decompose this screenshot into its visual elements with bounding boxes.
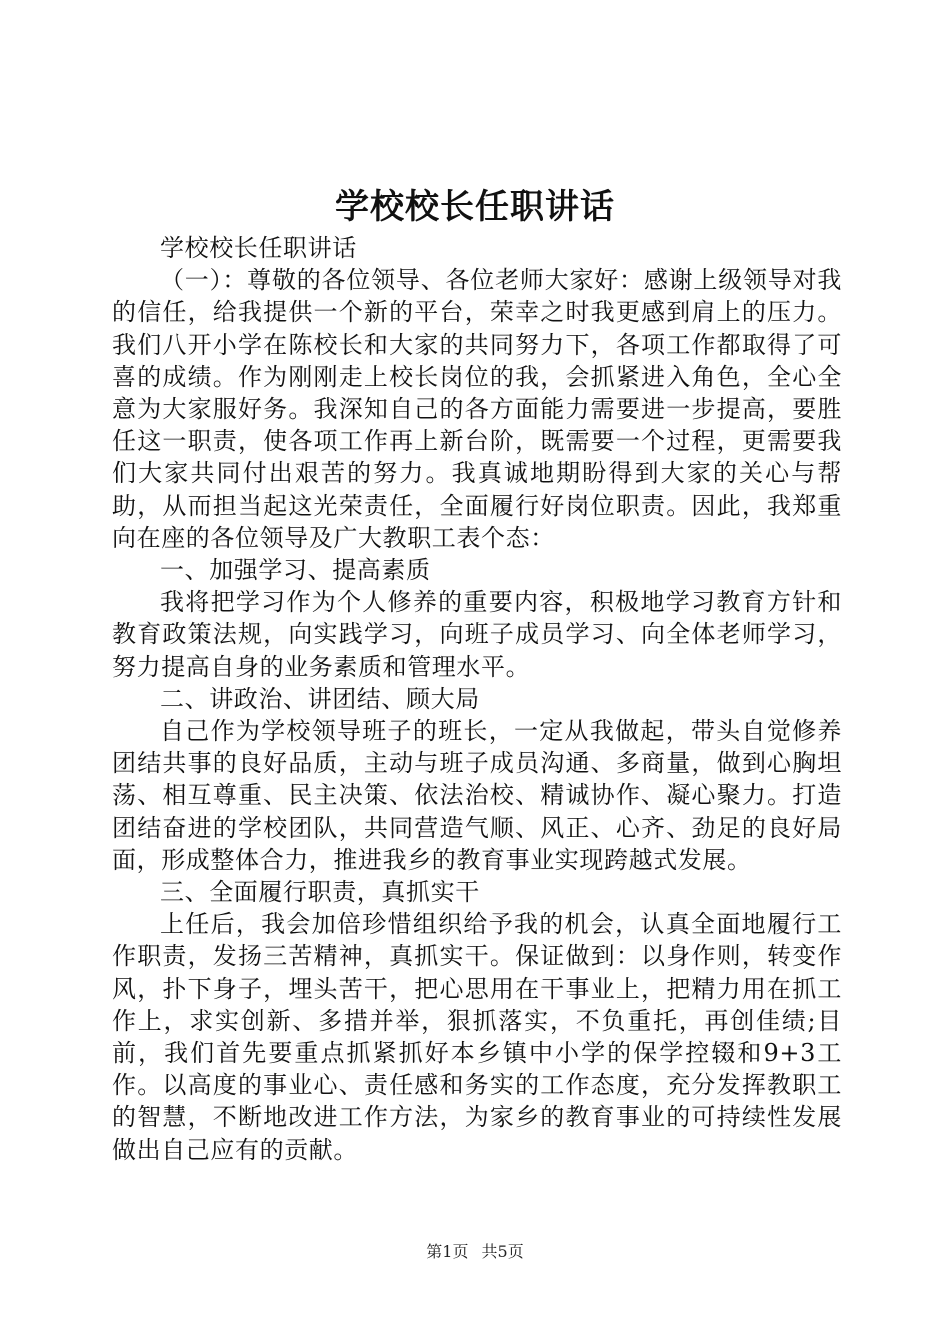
page-number: 第1页	[426, 1242, 469, 1261]
page-title: 学校校长任职讲话	[335, 187, 615, 227]
page-footer	[0, 1241, 950, 1263]
section-heading-2: 二、讲政治、讲团结、顾大局	[160, 684, 480, 713]
paragraph-section-3: 上任后，我会加倍珍惜组织给予我的机会，认真全面地履行工作职责，发扬三苦精神，真抓实干。保证做到：以身作则，转变作风，扑下身子，埋头苦干，把心思用在干事业上，把精力用在抓工作上，求实创新、多措并举，狠抓落实，不负重托，再创佳绩;目前，我们首先要重点抓紧抓好本乡镇中小学的保学控辍和9+3工作。以高度的事业心、责任感和务实的工作态度，充分发挥教职工的智慧，不断地改进工作方法，为家乡的教育事业的可持续性发展做出自己应有的贡献。	[112, 910, 842, 1164]
paragraph-section-2: 自己作为学校领导班子的班长，一定从我做起，带头自觉修养团结共事的良好品质，主动与班子成员沟通、多商量，做到心胸坦荡、相互尊重、民主决策、依法治校、精诚协作、凝心聚力。打造团结奋进的学校团队，共同营造气顺、风正、心齐、劲足的良好局面，形成整体合力，推进我乡的教育事业实现跨越式发展。	[112, 717, 842, 874]
paragraph-intro: （一）：尊敬的各位领导、各位老师大家好：感谢上级领导对我的信任，给我提供一个新的平台，荣幸之时我更感到肩上的压力。我们八开小学在陈校长和大家的共同努力下，各项工作都取得了可喜的成绩。作为刚刚走上校长岗位的我，会抓紧进入角色，全心全意为大家服好务。我深知自己的各方面能力需要进一步提高，要胜任这一职责，使各项工作再上新台阶，既需要一个过程，更需要我们大家共同付出艰苦的努力。我真诚地期盼得到大家的关心与帮助，从而担当起这光荣责任，全面履行好岗位职责。因此，我郑重向在座的各位领导及广大教职工表个态：	[112, 266, 842, 552]
section-heading-1: 一、加强学习、提高素质	[160, 556, 431, 585]
section-heading-3: 三、全面履行职责，真抓实干	[160, 878, 480, 907]
paragraph-subtitle: 学校校长任职讲话	[160, 234, 357, 262]
document-body	[112, 232, 842, 1166]
paragraph-section-1: 我将把学习作为个人修养的重要内容，积极地学习教育方针和教育政策法规，向实践学习，向班子成员学习、向全体老师学习，努力提高自身的业务素质和管理水平。	[112, 588, 842, 681]
page-total: 共5页	[481, 1242, 524, 1261]
